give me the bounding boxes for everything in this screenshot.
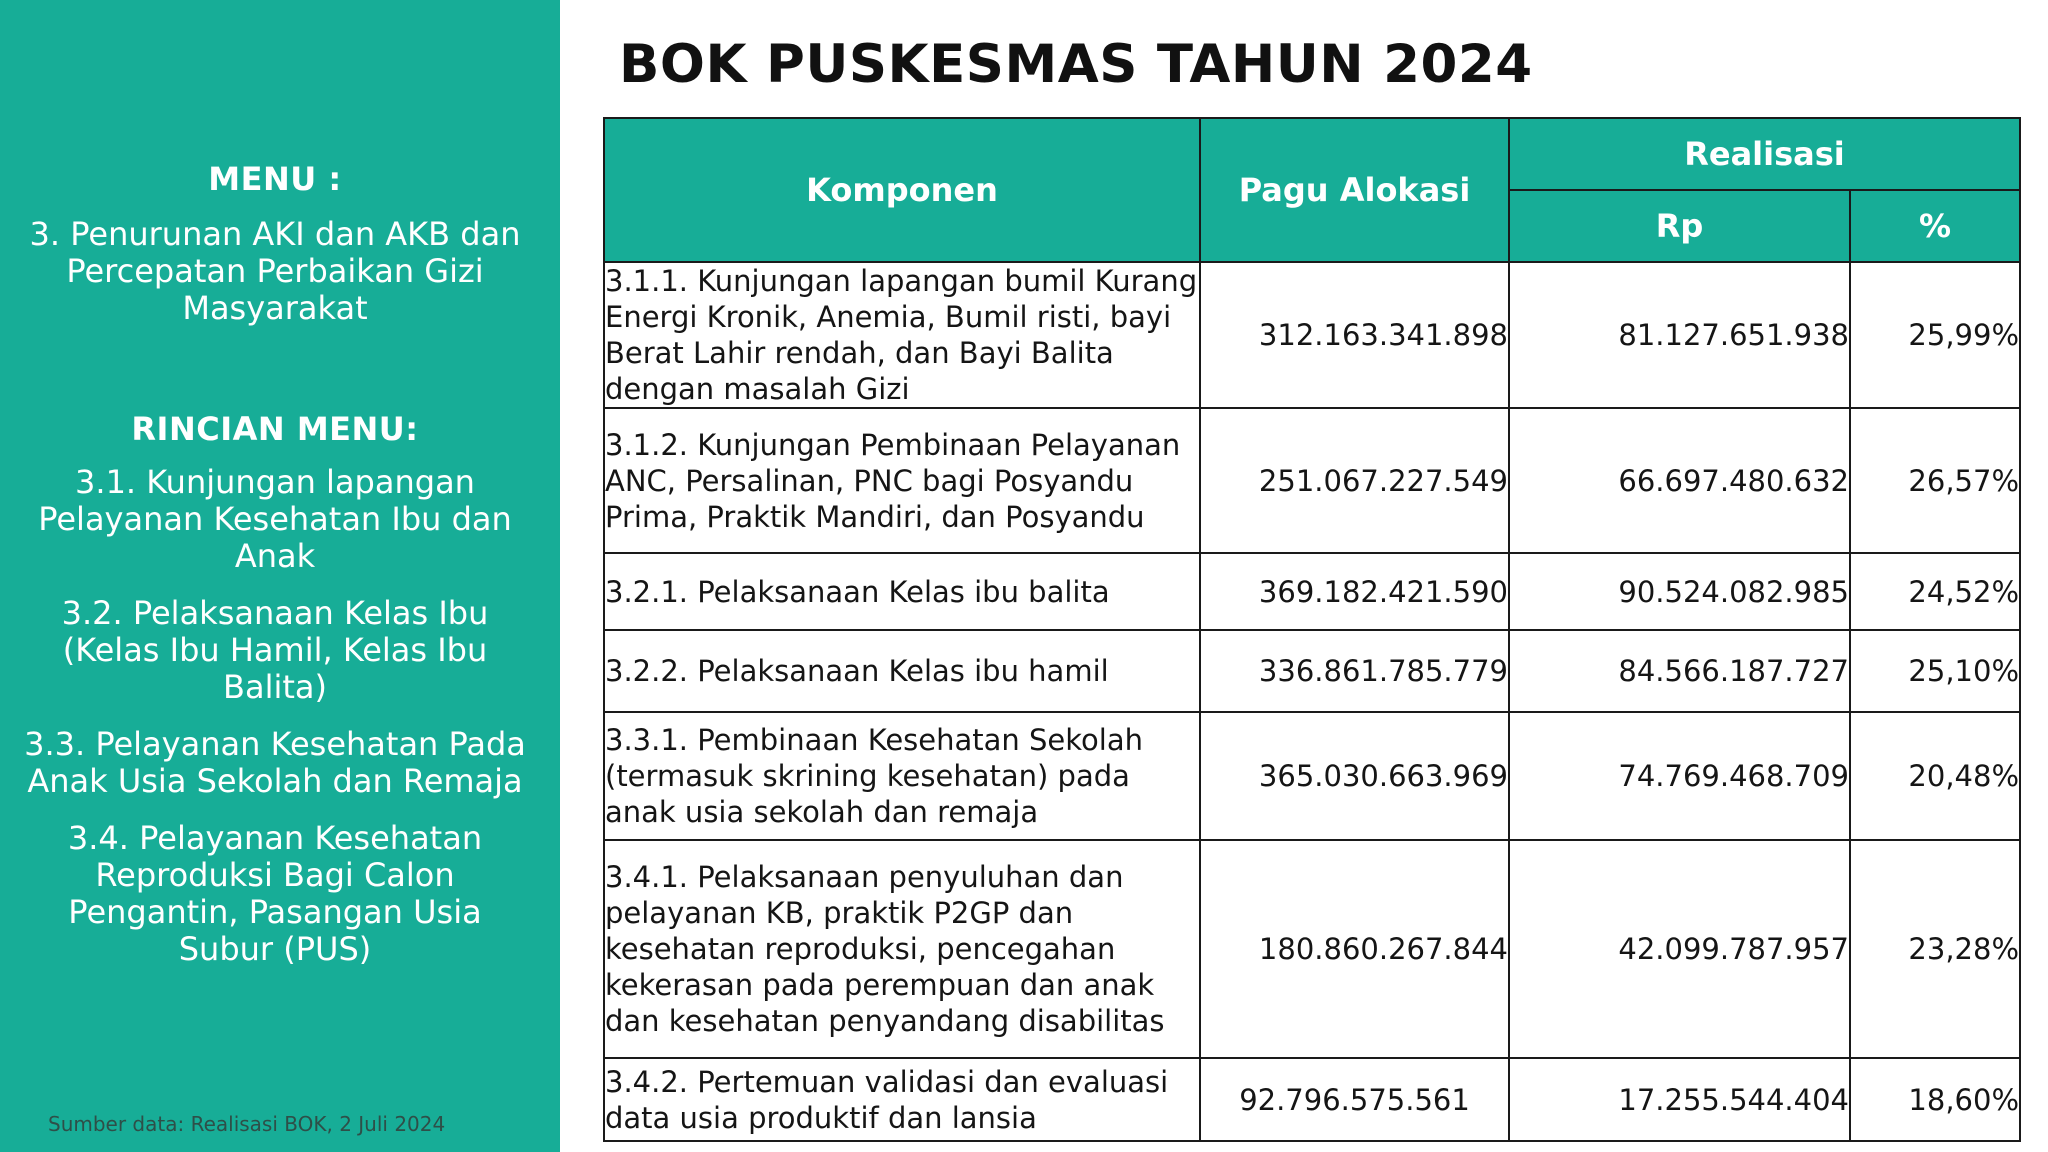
cell-percent: 25,10% xyxy=(1850,630,2020,712)
cell-pagu: 180.860.267.844 xyxy=(1200,840,1509,1058)
cell-komponen: 3.2.2. Pelaksanaan Kelas ibu hamil xyxy=(604,630,1200,712)
table-row xyxy=(604,262,2020,408)
cell-rp: 17.255.544.404 xyxy=(1509,1058,1850,1141)
cell-percent: 25,99% xyxy=(1850,262,2020,408)
header-row xyxy=(604,118,2020,190)
cell-rp: 90.524.082.985 xyxy=(1509,553,1850,630)
menu-item: 3. Penurunan AKI dan AKB dan Percepatan Perbaikan Gizi Masyarakat xyxy=(29,215,521,327)
table-row xyxy=(604,630,2020,712)
rincian-item: 3.3. Pelayanan Kesehatan Pada Anak Usia Sekolah dan Remaja xyxy=(24,725,526,800)
cell-komponen: 3.3.1. Pembinaan Kesehatan Sekolah (termasuk skrining kesehatan) pada anak usia sekolah dan remaja xyxy=(604,712,1200,840)
cell-pagu: 312.163.341.898 xyxy=(1200,262,1509,408)
cell-pagu: 365.030.663.969 xyxy=(1200,712,1509,840)
cell-rp: 81.127.651.938 xyxy=(1509,262,1850,408)
cell-pagu: 369.182.421.590 xyxy=(1200,553,1509,630)
cell-percent: 20,48% xyxy=(1850,712,2020,840)
rincian-item: 3.2. Pelaksanaan Kelas Ibu (Kelas Ibu Hamil, Kelas Ibu Balita) xyxy=(61,594,489,706)
cell-percent: 26,57% xyxy=(1850,408,2020,553)
table-row xyxy=(604,840,2020,1058)
table-row xyxy=(604,553,2020,630)
sidebar xyxy=(0,0,560,1152)
cell-komponen: 3.4.1. Pelaksanaan penyuluhan dan pelayanan KB, praktik P2GP dan kesehatan reproduksi, pencegahan kekerasan pada perempuan dan anak dan kesehatan penyandang disabilitas xyxy=(604,840,1200,1058)
table-row xyxy=(604,408,2020,553)
table-row xyxy=(604,1058,2020,1141)
page-title: BOK PUSKESMAS TAHUN 2024 xyxy=(619,34,1533,95)
cell-rp: 42.099.787.957 xyxy=(1509,840,1850,1058)
header-realisasi: Realisasi xyxy=(1509,118,2020,190)
cell-komponen: 3.2.1. Pelaksanaan Kelas ibu balita xyxy=(604,553,1200,630)
cell-rp: 66.697.480.632 xyxy=(1509,408,1850,553)
cell-percent: 23,28% xyxy=(1850,840,2020,1058)
table-row xyxy=(604,712,2020,840)
header-rp: Rp xyxy=(1509,190,1850,262)
header-pagu-alokasi: Pagu Alokasi xyxy=(1200,118,1509,262)
header-percent: % xyxy=(1850,190,2020,262)
cell-komponen: 3.4.2. Pertemuan validasi dan evaluasi data usia produktif dan lansia xyxy=(604,1058,1200,1141)
cell-komponen: 3.1.2. Kunjungan Pembinaan Pelayanan ANC, Persalinan, PNC bagi Posyandu Prima, Praktik Mandiri, dan Posyandu xyxy=(604,408,1200,553)
cell-rp: 74.769.468.709 xyxy=(1509,712,1850,840)
cell-percent: 18,60% xyxy=(1850,1058,2020,1141)
cell-pagu: 251.067.227.549 xyxy=(1200,408,1509,553)
cell-percent: 24,52% xyxy=(1850,553,2020,630)
bok-table xyxy=(603,117,2021,1142)
source-note: Sumber data: Realisasi BOK, 2 Juli 2024 xyxy=(48,1112,446,1136)
cell-pagu: 92.796.575.561 xyxy=(1200,1058,1509,1141)
rincian-section xyxy=(20,410,530,988)
rincian-item: 3.4. Pelayanan Kesehatan Reproduksi Bagi Calon Pengantin, Pasangan Usia Subur (PUS) xyxy=(67,819,483,968)
cell-rp: 84.566.187.727 xyxy=(1509,630,1850,712)
menu-heading: MENU : xyxy=(208,160,342,198)
header-komponen: Komponen xyxy=(604,118,1200,262)
rincian-heading: RINCIAN MENU: xyxy=(131,410,419,448)
cell-komponen: 3.1.1. Kunjungan lapangan bumil Kurang Energi Kronik, Anemia, Bumil risti, bayi Berat Lahir rendah, dan Bayi Balita dengan masalah Gizi xyxy=(604,262,1200,408)
cell-pagu: 336.861.785.779 xyxy=(1200,630,1509,712)
rincian-item: 3.1. Kunjungan lapangan Pelayanan Kesehatan Ibu dan Anak xyxy=(38,463,512,575)
menu-section xyxy=(20,160,530,347)
